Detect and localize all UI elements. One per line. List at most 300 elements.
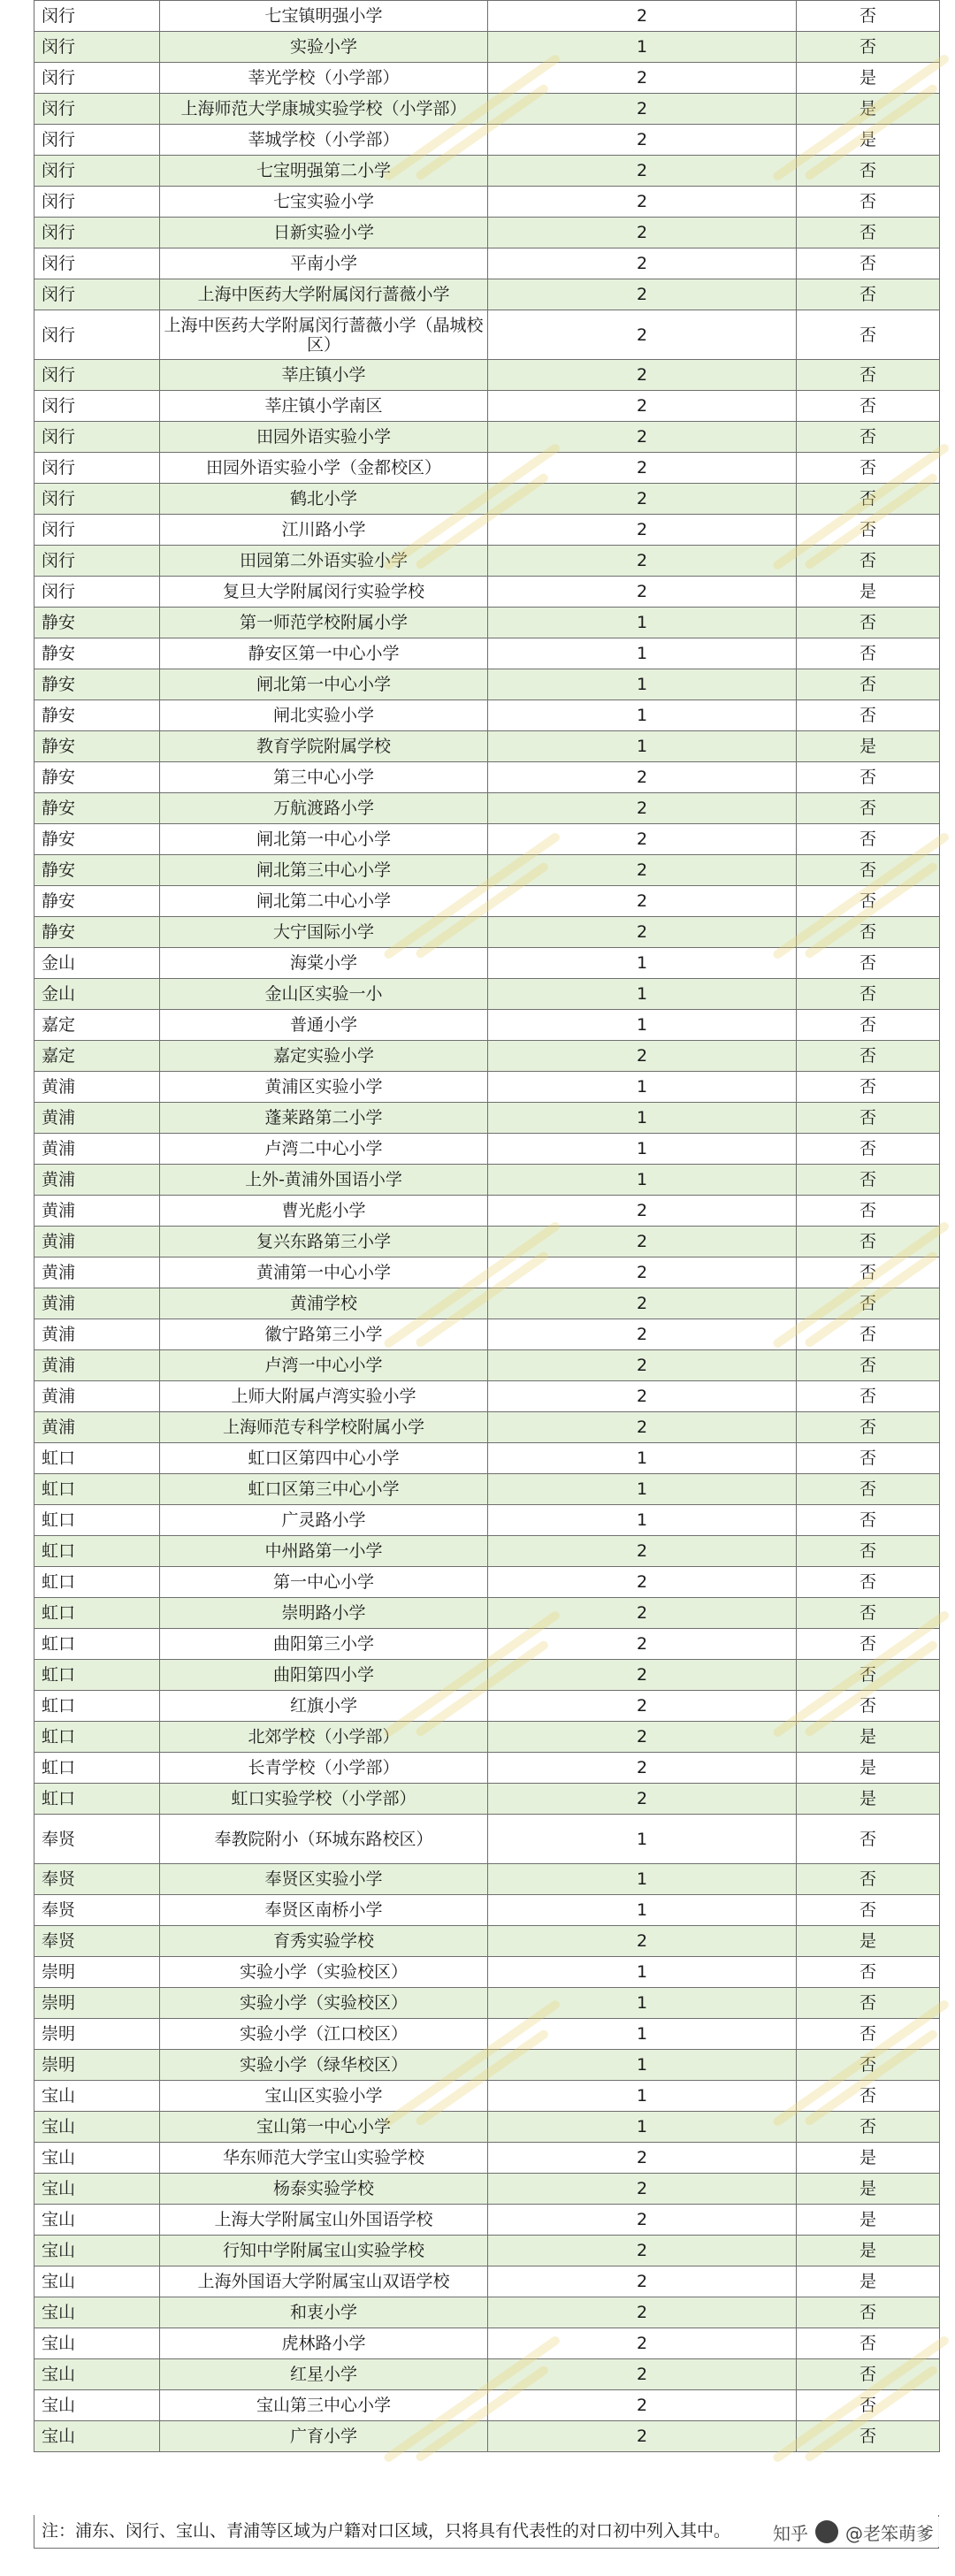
district-cell: 静安 [34,608,160,638]
district-cell: 黄浦 [34,1165,160,1196]
flag-cell: 否 [797,1815,940,1864]
school-name-cell: 复旦大学附属闵行实验学校 [160,577,488,608]
school-name-cell: 第三中心小学 [160,762,488,793]
flag-cell: 否 [797,1134,940,1165]
count-cell: 1 [488,638,797,669]
school-name-cell: 红旗小学 [160,1691,488,1722]
district-cell: 宝山 [34,2143,160,2174]
count-cell: 2 [488,187,797,218]
count-cell: 2 [488,1722,797,1753]
district-cell: 虹口 [34,1660,160,1691]
school-name-cell: 崇明路小学 [160,1598,488,1629]
table-row [34,1103,940,1134]
school-name-cell: 田园第二外语实验小学 [160,546,488,577]
flag-cell: 否 [797,32,940,63]
count-cell: 1 [488,2019,797,2050]
school-name-cell: 宝山第三中心小学 [160,2390,488,2421]
count-cell: 2 [488,917,797,948]
school-name-cell: 实验小学 [160,32,488,63]
source-attribution [768,2517,939,2547]
count-cell: 2 [488,422,797,453]
district-cell: 黄浦 [34,1319,160,1350]
flag-cell: 否 [797,793,940,824]
flag-cell: 否 [797,700,940,731]
district-cell: 虹口 [34,1505,160,1536]
flag-cell: 否 [797,2019,940,2050]
district-cell: 闵行 [34,422,160,453]
district-cell: 虹口 [34,1691,160,1722]
count-cell: 1 [488,948,797,979]
flag-cell: 否 [797,2112,940,2143]
school-name-cell: 复兴东路第三小学 [160,1227,488,1257]
count-cell: 2 [488,1567,797,1598]
count-cell: 2 [488,1753,797,1784]
district-cell: 虹口 [34,1474,160,1505]
district-cell: 静安 [34,855,160,886]
district-cell: 黄浦 [34,1227,160,1257]
flag-cell: 否 [797,2050,940,2081]
flag-cell: 否 [797,1412,940,1443]
flag-cell: 否 [797,1072,940,1103]
school-name-cell: 田园外语实验小学 [160,422,488,453]
district-cell: 黄浦 [34,1412,160,1443]
district-cell: 静安 [34,917,160,948]
count-cell: 2 [488,94,797,125]
table-row [34,248,940,279]
table-row [34,546,940,577]
district-cell: 宝山 [34,2205,160,2236]
district-cell: 虹口 [34,1629,160,1660]
school-name-cell: 红星小学 [160,2359,488,2390]
flag-cell: 否 [797,1988,940,2019]
table-row [34,2143,940,2174]
table-row [34,1474,940,1505]
count-cell: 2 [488,793,797,824]
flag-cell: 否 [797,762,940,793]
flag-cell: 否 [797,187,940,218]
district-cell: 闵行 [34,310,160,360]
table-row [34,484,940,515]
flag-cell: 否 [797,979,940,1010]
table-row [34,855,940,886]
school-name-cell: 教育学院附属学校 [160,731,488,762]
district-cell: 黄浦 [34,1257,160,1288]
table-row [34,1257,940,1288]
table-row [34,94,940,125]
table-row [34,2328,940,2359]
flag-cell: 否 [797,2328,940,2359]
count-cell: 1 [488,1443,797,1474]
school-name-cell: 奉贤区南桥小学 [160,1895,488,1926]
school-name-cell: 闸北第二中心小学 [160,886,488,917]
count-cell: 2 [488,1536,797,1567]
district-cell: 黄浦 [34,1196,160,1227]
district-cell: 崇明 [34,1957,160,1988]
count-cell: 2 [488,1041,797,1072]
flag-cell: 否 [797,1895,940,1926]
count-cell: 2 [488,546,797,577]
table-row [34,638,940,669]
count-cell: 2 [488,855,797,886]
table-row [34,1598,940,1629]
flag-cell: 是 [797,63,940,94]
flag-cell: 否 [797,422,940,453]
school-name-cell: 曲阳第四小学 [160,1660,488,1691]
flag-cell: 否 [797,2081,940,2112]
table-row [34,1227,940,1257]
flag-cell: 是 [797,2266,940,2297]
school-name-cell: 上海外国语大学附属宝山双语学校 [160,2266,488,2297]
table-row [34,1864,940,1895]
count-cell: 2 [488,2297,797,2328]
school-name-cell: 中州路第一小学 [160,1536,488,1567]
count-cell: 1 [488,700,797,731]
table-row [34,310,940,360]
school-name-cell: 曹光彪小学 [160,1196,488,1227]
school-name-cell: 上海大学附属宝山外国语学校 [160,2205,488,2236]
flag-cell: 是 [797,2143,940,2174]
school-name-cell: 曲阳第三小学 [160,1629,488,1660]
flag-cell: 是 [797,1784,940,1815]
district-cell: 静安 [34,886,160,917]
school-name-cell: 静安区第一中心小学 [160,638,488,669]
count-cell: 2 [488,2174,797,2205]
table-row [34,156,940,187]
school-name-cell: 第一师范学校附属小学 [160,608,488,638]
flag-cell: 是 [797,125,940,156]
school-name-cell: 虹口区第三中心小学 [160,1474,488,1505]
flag-cell: 否 [797,1381,940,1412]
count-cell: 2 [488,1288,797,1319]
table-row [34,2236,940,2266]
flag-cell: 否 [797,1288,940,1319]
count-cell: 2 [488,2205,797,2236]
school-name-cell: 育秀实验学校 [160,1926,488,1957]
flag-cell: 否 [797,669,940,700]
school-name-cell: 虹口区第四中心小学 [160,1443,488,1474]
flag-cell: 否 [797,1660,940,1691]
district-cell: 闵行 [34,515,160,546]
count-cell: 2 [488,2421,797,2452]
flag-cell: 否 [797,248,940,279]
school-name-cell: 上海师范专科学校附属小学 [160,1412,488,1443]
count-cell: 2 [488,1629,797,1660]
zhihu-platform-label: 知乎 [773,2522,808,2544]
district-cell: 静安 [34,731,160,762]
school-name-cell: 卢湾一中心小学 [160,1350,488,1381]
school-name-cell: 上海中医药大学附属闵行蔷薇小学 [160,279,488,310]
table-row [34,279,940,310]
flag-cell: 是 [797,2174,940,2205]
count-cell: 2 [488,1196,797,1227]
count-cell: 1 [488,1010,797,1041]
district-cell: 崇明 [34,2019,160,2050]
flag-cell: 否 [797,2359,940,2390]
district-cell: 虹口 [34,1443,160,1474]
count-cell: 2 [488,1257,797,1288]
flag-cell: 是 [797,731,940,762]
table-row [34,1895,940,1926]
flag-cell: 否 [797,1350,940,1381]
count-cell: 2 [488,577,797,608]
district-cell: 闵行 [34,577,160,608]
table-row [34,917,940,948]
district-cell: 奉贤 [34,1815,160,1864]
district-cell: 奉贤 [34,1926,160,1957]
table-row [34,700,940,731]
author-avatar-icon [815,2520,838,2543]
school-name-cell: 日新实验小学 [160,218,488,248]
flag-cell: 否 [797,156,940,187]
count-cell: 2 [488,218,797,248]
school-name-cell: 蓬莱路第二小学 [160,1103,488,1134]
table-row [34,669,940,700]
school-name-cell: 闸北第一中心小学 [160,669,488,700]
flag-cell: 否 [797,1319,940,1350]
district-cell: 虹口 [34,1784,160,1815]
flag-cell: 是 [797,2205,940,2236]
school-name-cell: 七宝实验小学 [160,187,488,218]
district-cell: 黄浦 [34,1134,160,1165]
flag-cell: 否 [797,1691,940,1722]
table-row [34,1784,940,1815]
district-cell: 虹口 [34,1567,160,1598]
table-row [34,2266,940,2297]
district-cell: 静安 [34,700,160,731]
count-cell: 2 [488,2143,797,2174]
table-row [34,2112,940,2143]
school-name-cell: 七宝明强第二小学 [160,156,488,187]
district-cell: 宝山 [34,2390,160,2421]
table-row [34,1505,940,1536]
flag-cell: 是 [797,577,940,608]
school-name-cell: 宝山第一中心小学 [160,2112,488,2143]
school-name-cell: 广育小学 [160,2421,488,2452]
table-row [34,187,940,218]
school-name-cell: 杨泰实验学校 [160,2174,488,2205]
table-row [34,1567,940,1598]
table-row [34,1319,940,1350]
school-name-cell: 金山区实验一小 [160,979,488,1010]
district-cell: 奉贤 [34,1864,160,1895]
flag-cell: 否 [797,1957,940,1988]
count-cell: 2 [488,279,797,310]
table-row [34,1957,940,1988]
district-cell: 静安 [34,669,160,700]
flag-cell: 否 [797,2421,940,2452]
flag-cell: 是 [797,1722,940,1753]
flag-cell: 否 [797,886,940,917]
school-name-cell: 大宁国际小学 [160,917,488,948]
table-row [34,360,940,391]
district-cell: 闵行 [34,125,160,156]
district-cell: 黄浦 [34,1103,160,1134]
table-row [34,1196,940,1227]
count-cell: 2 [488,824,797,855]
school-name-cell: 虹口实验学校（小学部） [160,1784,488,1815]
district-cell: 闵行 [34,248,160,279]
table-row [34,608,940,638]
flag-cell: 否 [797,1443,940,1474]
flag-cell: 否 [797,638,940,669]
table-row [34,1443,940,1474]
count-cell: 2 [488,2359,797,2390]
district-cell: 静安 [34,638,160,669]
count-cell: 1 [488,32,797,63]
count-cell: 2 [488,360,797,391]
count-cell: 1 [488,2081,797,2112]
school-name-cell: 和衷小学 [160,2297,488,2328]
count-cell: 2 [488,1926,797,1957]
school-table [34,0,940,2452]
count-cell: 1 [488,1864,797,1895]
flag-cell: 否 [797,1165,940,1196]
school-name-cell: 宝山区实验小学 [160,2081,488,2112]
count-cell: 2 [488,1660,797,1691]
district-cell: 宝山 [34,2359,160,2390]
count-cell: 2 [488,484,797,515]
table-row [34,2081,940,2112]
district-cell: 宝山 [34,2081,160,2112]
table-row [34,731,940,762]
flag-cell: 否 [797,391,940,422]
district-cell: 黄浦 [34,1350,160,1381]
table-row [34,1660,940,1691]
table-row [34,2174,940,2205]
school-name-cell: 莘光学校（小学部） [160,63,488,94]
count-cell: 1 [488,1895,797,1926]
district-cell: 静安 [34,762,160,793]
district-cell: 宝山 [34,2236,160,2266]
school-name-cell: 海棠小学 [160,948,488,979]
district-cell: 闵行 [34,360,160,391]
table-row [34,2421,940,2452]
count-cell: 1 [488,731,797,762]
district-cell: 闵行 [34,187,160,218]
flag-cell: 否 [797,855,940,886]
district-cell: 崇明 [34,1988,160,2019]
district-cell: 闵行 [34,484,160,515]
school-name-cell: 嘉定实验小学 [160,1041,488,1072]
table-row [34,1629,940,1660]
school-name-cell: 北郊学校（小学部） [160,1722,488,1753]
school-name-cell: 上师大附属卢湾实验小学 [160,1381,488,1412]
school-name-cell: 黄浦区实验小学 [160,1072,488,1103]
district-cell: 虹口 [34,1598,160,1629]
table-row [34,1691,940,1722]
school-name-cell: 闸北实验小学 [160,700,488,731]
school-name-cell: 奉贤区实验小学 [160,1864,488,1895]
count-cell: 1 [488,1072,797,1103]
district-cell: 嘉定 [34,1010,160,1041]
school-name-cell: 上海中医药大学附属闵行蔷薇小学（晶城校区） [160,310,488,360]
count-cell: 2 [488,515,797,546]
table-row [34,1134,940,1165]
table-row [34,1815,940,1864]
table-row [34,1350,940,1381]
flag-cell: 否 [797,279,940,310]
table-row [34,1926,940,1957]
flag-cell: 否 [797,218,940,248]
school-name-cell: 广灵路小学 [160,1505,488,1536]
table-row [34,979,940,1010]
table-row [34,1,940,32]
table-footnote: 注：浦东、闵行、宝山、青浦等区域为户籍对口区域，只将具有代表性的对口初中列入其中。 [34,2515,939,2549]
table-row [34,886,940,917]
school-name-cell: 奉教院附小（环城东路校区） [160,1815,488,1864]
district-cell: 静安 [34,824,160,855]
table-row [34,762,940,793]
table-row [34,422,940,453]
count-cell: 1 [488,669,797,700]
count-cell: 2 [488,2328,797,2359]
flag-cell: 否 [797,360,940,391]
district-cell: 金山 [34,948,160,979]
district-cell: 宝山 [34,2174,160,2205]
flag-cell: 是 [797,2236,940,2266]
count-cell: 2 [488,1350,797,1381]
school-name-cell: 华东师范大学宝山实验学校 [160,2143,488,2174]
count-cell: 2 [488,248,797,279]
count-cell: 1 [488,608,797,638]
table-row [34,948,940,979]
school-name-cell: 闸北第一中心小学 [160,824,488,855]
count-cell: 2 [488,1412,797,1443]
table-row [34,1753,940,1784]
district-cell: 宝山 [34,2328,160,2359]
school-name-cell: 万航渡路小学 [160,793,488,824]
table-row [34,125,940,156]
flag-cell: 否 [797,1010,940,1041]
count-cell: 2 [488,1,797,32]
flag-cell: 否 [797,2297,940,2328]
school-name-cell: 上海师范大学康城实验学校（小学部） [160,94,488,125]
table-row [34,2019,940,2050]
count-cell: 2 [488,310,797,360]
table-row [34,1536,940,1567]
school-name-cell: 七宝镇明强小学 [160,1,488,32]
flag-cell: 否 [797,1505,940,1536]
district-cell: 宝山 [34,2112,160,2143]
count-cell: 2 [488,2236,797,2266]
table-row [34,577,940,608]
school-name-cell: 第一中心小学 [160,1567,488,1598]
table-row [34,2390,940,2421]
count-cell: 1 [488,1815,797,1864]
count-cell: 1 [488,1103,797,1134]
district-cell: 虹口 [34,1536,160,1567]
table-row [34,2297,940,2328]
table-row [34,824,940,855]
table-row [34,1165,940,1196]
flag-cell: 否 [797,2390,940,2421]
count-cell: 2 [488,125,797,156]
count-cell: 2 [488,1227,797,1257]
count-cell: 2 [488,1381,797,1412]
table-row [34,1041,940,1072]
flag-cell: 否 [797,1227,940,1257]
flag-cell: 否 [797,310,940,360]
count-cell: 2 [488,2390,797,2421]
flag-cell: 否 [797,453,940,484]
flag-cell: 否 [797,484,940,515]
author-handle[interactable]: @老笨萌爹 [845,2522,934,2544]
flag-cell: 否 [797,917,940,948]
count-cell: 2 [488,1691,797,1722]
table-row [34,453,940,484]
district-cell: 宝山 [34,2421,160,2452]
district-cell: 黄浦 [34,1288,160,1319]
